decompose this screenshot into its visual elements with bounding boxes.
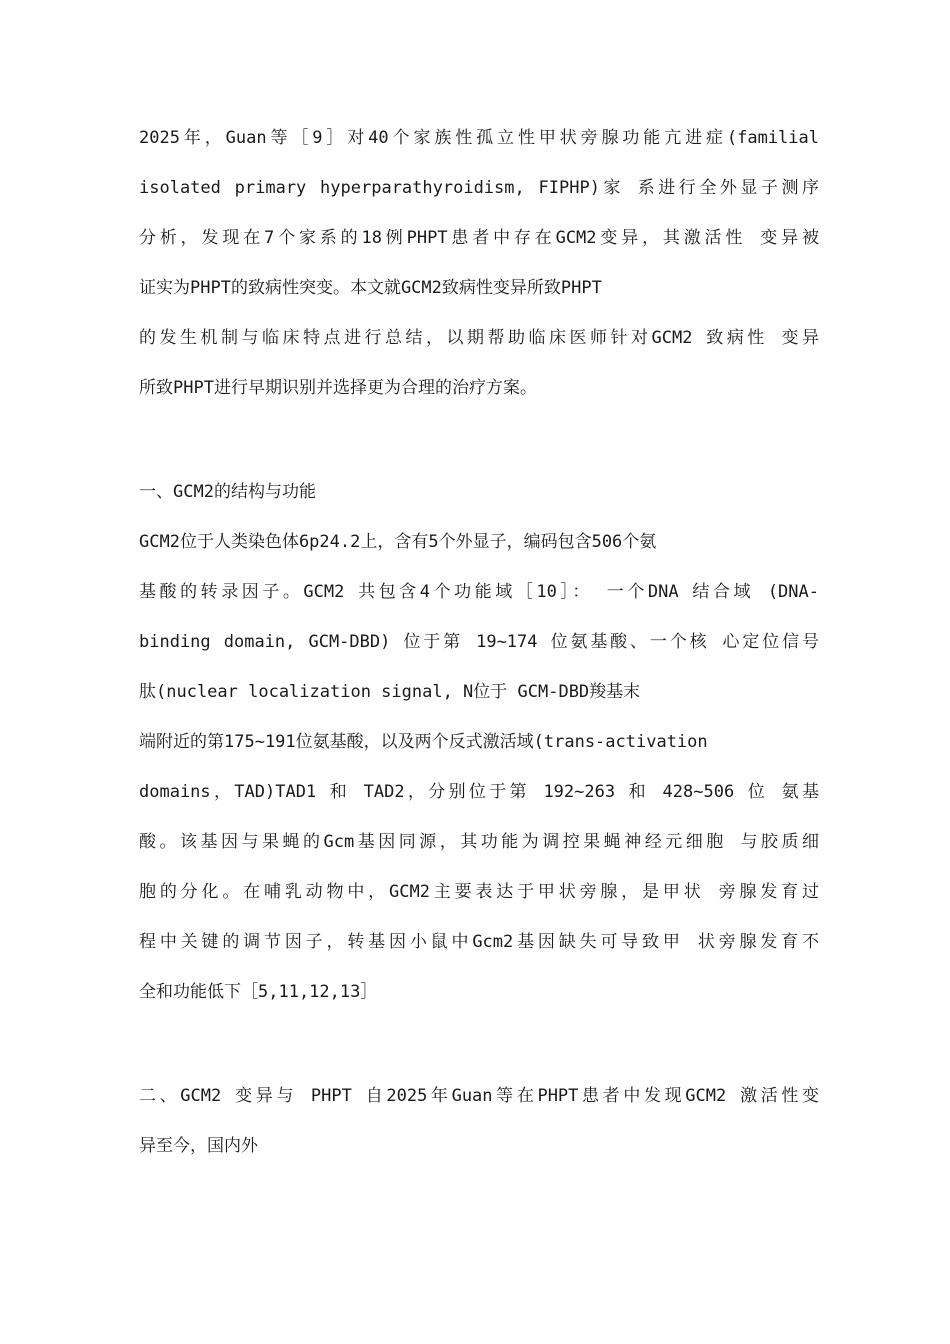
text-line: binding domain, GCM-DBD) 位于第 19~174 位氨基酸、一个核 心定位信号 xyxy=(139,632,819,652)
text-line: 的发生机制与临床特点进行总结，以期帮助临床医师针对GCM2 致病性 变异 xyxy=(139,328,819,348)
text-line: 所致PHPT进行早期识别并选择更为合理的治疗方案。 xyxy=(139,378,537,398)
text-line: 2025年，Guan等［9］对40个家族性孤立性甲状旁腺功能亢进症(familial xyxy=(139,128,819,148)
text-line: 酸。该基因与果蝇的Gcm基因同源，其功能为调控果蝇神经元细胞 与胶质细 xyxy=(139,832,819,852)
document-body xyxy=(139,119,819,1177)
text-line: 证实为PHPT的致病性突变。本文就GCM2致病性变异所致PHPT xyxy=(139,278,602,298)
text-line: 基酸的转录因子。GCM2 共包含4个功能域［10］： 一个DNA 结合域 (DNA- xyxy=(139,582,819,602)
paragraph-spacer xyxy=(139,419,819,473)
text-line: domains，TAD)TAD1 和 TAD2，分别位于第 192~263 和 428~506 位 氨基 xyxy=(139,782,819,802)
text-line: 肽(nuclear localization signal, N位于 GCM-DBD羧基末 xyxy=(139,682,641,702)
section-heading-variants-phpt: 二、GCM2 变异与 PHPT 自2025年Guan等在PHPT患者中发现GCM2 激活性变 xyxy=(139,1086,819,1106)
intro-paragraph xyxy=(139,119,819,419)
text-line: 全和功能低下［5,11,12,13］ xyxy=(139,982,378,1002)
paragraph-spacer xyxy=(139,1023,819,1077)
text-line: GCM2位于人类染色体6p24.2上，含有5个外显子，编码包含506个氨 xyxy=(139,532,657,552)
text-line: 分析，发现在7个家系的18例PHPT患者中存在GCM2变异，其激活性 变异被 xyxy=(139,228,819,248)
section1-paragraph xyxy=(139,523,819,1023)
section2-paragraph xyxy=(139,1077,819,1177)
text-line: 异至今，国内外 xyxy=(139,1136,258,1156)
text-line: 程中关键的调节因子，转基因小鼠中Gcm2基因缺失可导致甲 状旁腺发育不 xyxy=(139,932,819,952)
text-line: 端附近的第175~191位氨基酸，以及两个反式激活域(trans-activation xyxy=(139,732,708,752)
section-heading-structure-function: 一、GCM2的结构与功能 xyxy=(139,482,316,502)
text-line: isolated primary hyperparathyroidism, FIPHP)家 系进行全外显子测序 xyxy=(139,178,819,198)
text-line: 胞的分化。在哺乳动物中，GCM2主要表达于甲状旁腺，是甲状 旁腺发育过 xyxy=(139,882,819,902)
